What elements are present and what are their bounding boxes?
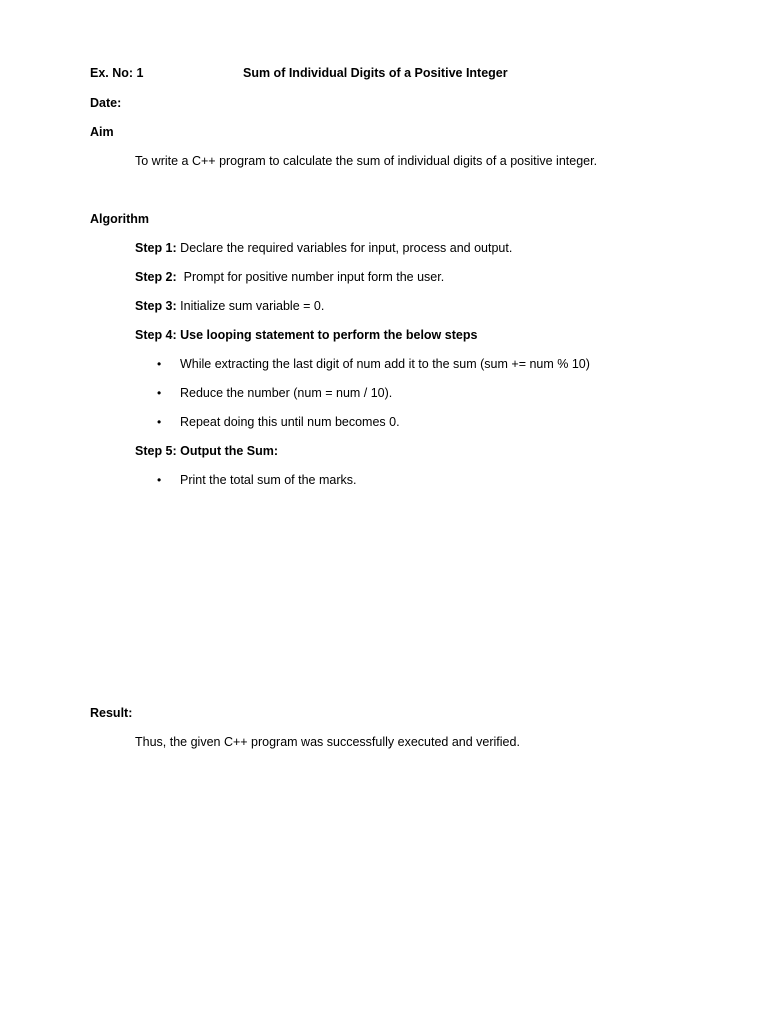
bullet-icon: • — [157, 357, 162, 371]
step-4-label: Step 4: Use looping statement to perform the below steps — [135, 328, 478, 342]
aim-text: To write a C++ program to calculate the sum of individual digits of a positive integer. — [135, 154, 598, 168]
step-5-bullet-1: Print the total sum of the marks. — [180, 473, 357, 487]
step-4-bullet-2: Reduce the number (num = num / 10). — [180, 386, 393, 400]
step-3-label: Step 3: — [135, 299, 177, 313]
step-1-text: Declare the required variables for input, process and output. — [176, 241, 513, 255]
step-5-label: Step 5: Output the Sum: — [135, 444, 279, 458]
result-text: Thus, the given C++ program was successfully executed and verified. — [135, 735, 520, 749]
step-4-bullet-1: While extracting the last digit of num add it to the sum (sum += num % 10) — [180, 357, 590, 371]
aim-heading: Aim — [90, 125, 114, 139]
exercise-number: Ex. No: 1 — [90, 66, 144, 80]
bullet-icon: • — [157, 386, 162, 400]
step-3 — [135, 298, 324, 314]
step-2 — [135, 269, 444, 285]
date-label: Date: — [90, 96, 122, 110]
step-1 — [135, 240, 512, 256]
step-4-bullet-3: Repeat doing this until num becomes 0. — [180, 415, 400, 429]
bullet-icon: • — [157, 415, 162, 429]
result-heading: Result: — [90, 706, 133, 720]
bullet-icon: • — [157, 473, 162, 487]
step-2-label: Step 2: — [135, 270, 177, 284]
document-title: Sum of Individual Digits of a Positive Integer — [243, 66, 508, 80]
step-2-text: Prompt for positive number input form the user. — [176, 270, 445, 284]
step-1-label: Step 1: — [135, 241, 177, 255]
algorithm-heading: Algorithm — [90, 212, 150, 226]
step-3-text: Initialize sum variable = 0. — [176, 299, 325, 313]
